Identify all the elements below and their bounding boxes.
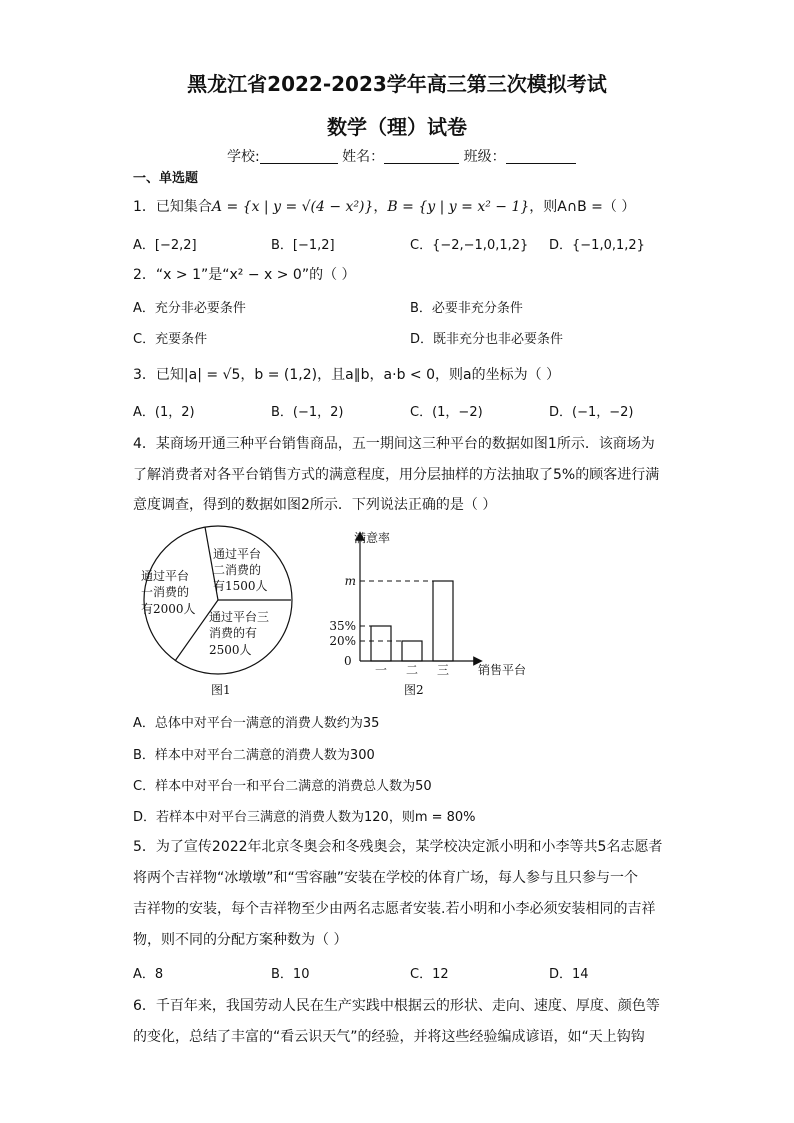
q2-option-c[interactable]: C．充要条件 xyxy=(133,332,208,347)
pie-figure xyxy=(133,524,303,704)
q5-option-b[interactable]: B．10 xyxy=(271,967,310,982)
q5-option-a[interactable]: A．8 xyxy=(133,967,164,982)
x-tick-label-3: 三 xyxy=(436,663,450,677)
pie-slice-2-line-2: 二消费的 xyxy=(213,563,262,577)
exam-title: 黑龙江省2022-2023学年高三第三次模拟考试 xyxy=(187,72,607,96)
pie-slice-3-line-1: 通过平台三 xyxy=(209,610,270,624)
class-blank[interactable] xyxy=(506,149,576,164)
q1-text-b: ，则A∩B =（ ） xyxy=(529,199,636,215)
q1-set-a: A = {x | y = √(4 − x²)} xyxy=(211,199,374,215)
q4-line-2: 了解消费者对各平台销售方式的满意程度，用分层抽样的方法抽取了5%的顾客进行满 xyxy=(133,467,660,483)
bar-3 xyxy=(433,581,453,661)
class-label: 班级： xyxy=(463,149,506,165)
q4-option-b[interactable]: B．样本中对平台二满意的消费人数为300 xyxy=(133,748,375,763)
q4-option-a[interactable]: A．总体中对平台一满意的消费人数约为35 xyxy=(133,716,380,731)
q1-option-a[interactable]: A．[−2,2] xyxy=(133,238,197,253)
q6-line-2: 的变化，总结了丰富的“看云识天气”的经验，并将这些经验编成谚语，如“天上钩钩 xyxy=(133,1029,645,1045)
q2-option-d[interactable]: D．既非充分也非必要条件 xyxy=(410,332,564,347)
pie-caption: 图1 xyxy=(211,683,231,697)
q5-line-1: 5．为了宣传2022年北京冬奥会和冬残奥会，某学校决定派小明和小李等共5名志愿者 xyxy=(133,839,663,855)
q3-option-a[interactable]: A．(1，2) xyxy=(133,405,195,420)
q6-line-1: 6．千百年来，我国劳动人民在生产实践中根据云的形状、走向、速度、厚度、颜色等 xyxy=(133,998,660,1014)
q4-line-1: 4．某商场开通三种平台销售商品，五一期间这三种平台的数据如图1所示．该商场为 xyxy=(133,436,655,452)
q1-option-b[interactable]: B．[−1,2] xyxy=(271,238,335,253)
q4-line-3: 意度调查，得到的数据如图2所示．下列说法正确的是（ ） xyxy=(133,497,497,513)
q4-option-c[interactable]: C．样本中对平台一和平台二满意的消费总人数为50 xyxy=(133,779,432,794)
y-tick-label-3: m xyxy=(344,574,356,588)
q1-set-b: B = {y | y = x² − 1} xyxy=(387,199,530,215)
pie-slice-3-line-2: 消费的有 xyxy=(209,626,258,640)
section-heading: 一、单选题 xyxy=(133,171,199,186)
student-info-line xyxy=(227,146,576,166)
q4-option-d[interactable]: D．若样本中对平台三满意的消费人数为120，则m = 80% xyxy=(133,810,476,825)
q1-text-a: 1．已知集合 xyxy=(133,199,212,215)
y-axis-label: 满意率 xyxy=(354,531,391,545)
bar-1 xyxy=(371,626,391,661)
y-tick-label-1: 20% xyxy=(329,634,356,648)
y-tick-label-2: 35% xyxy=(329,619,356,633)
question-3: 3．已知|a| = √5，b = (1,2)，且a∥b，a·b < 0，则a的坐标为（ ） xyxy=(133,367,561,383)
pie-slice-2-line-3: 有1500人 xyxy=(213,579,268,593)
name-label: 姓名： xyxy=(342,149,385,165)
origin-label: 0 xyxy=(344,654,352,668)
bar-caption: 图2 xyxy=(404,683,424,697)
pie-slice-1-line-3: 有2000人 xyxy=(141,602,196,616)
pie-slice-2-line-1: 通过平台 xyxy=(213,547,262,561)
question-1 xyxy=(133,196,635,216)
x-tick-label-2: 二 xyxy=(405,663,419,677)
x-tick-label-1: 一 xyxy=(374,663,388,677)
q2-option-b[interactable]: B．必要非充分条件 xyxy=(410,301,523,316)
pie-slice-3-line-3: 2500人 xyxy=(209,643,252,657)
bar-figure xyxy=(318,524,548,704)
q1-option-d[interactable]: D．{−1,0,1,2} xyxy=(549,238,645,253)
q5-option-d[interactable]: D．14 xyxy=(549,967,589,982)
q1-option-c[interactable]: C．{−2,−1,0,1,2} xyxy=(410,238,529,253)
question-2: 2．“x > 1”是“x² − x > 0”的（ ） xyxy=(133,267,356,283)
exam-subtitle: 数学（理）试卷 xyxy=(327,115,467,139)
x-axis-label: 销售平台 xyxy=(478,663,527,677)
bar-2 xyxy=(402,641,422,661)
name-blank[interactable] xyxy=(384,149,459,164)
q5-line-4: 物，则不同的分配方案种数为（ ） xyxy=(133,932,348,948)
school-blank[interactable] xyxy=(260,149,338,164)
q2-option-a[interactable]: A．充分非必要条件 xyxy=(133,301,246,316)
q3-option-b[interactable]: B．(−1，2) xyxy=(271,405,344,420)
q5-line-3: 吉祥物的安装，每个吉祥物至少由两名志愿者安装.若小明和小李必须安装相同的吉祥 xyxy=(133,901,656,917)
pie-slice-1-line-2: 一消费的 xyxy=(141,585,190,599)
q3-option-d[interactable]: D．(−1，−2) xyxy=(549,405,634,420)
q5-line-2: 将两个吉祥物“冰墩墩”和“雪容融”安装在学校的体育广场，每人参与且只参与一个 xyxy=(133,870,639,886)
school-label: 学校: xyxy=(227,149,260,165)
q3-option-c[interactable]: C．(1，−2) xyxy=(410,405,483,420)
pie-slice-1-line-1: 通过平台 xyxy=(141,569,190,583)
q5-option-c[interactable]: C．12 xyxy=(410,967,449,982)
q1-sep: ， xyxy=(373,199,388,215)
